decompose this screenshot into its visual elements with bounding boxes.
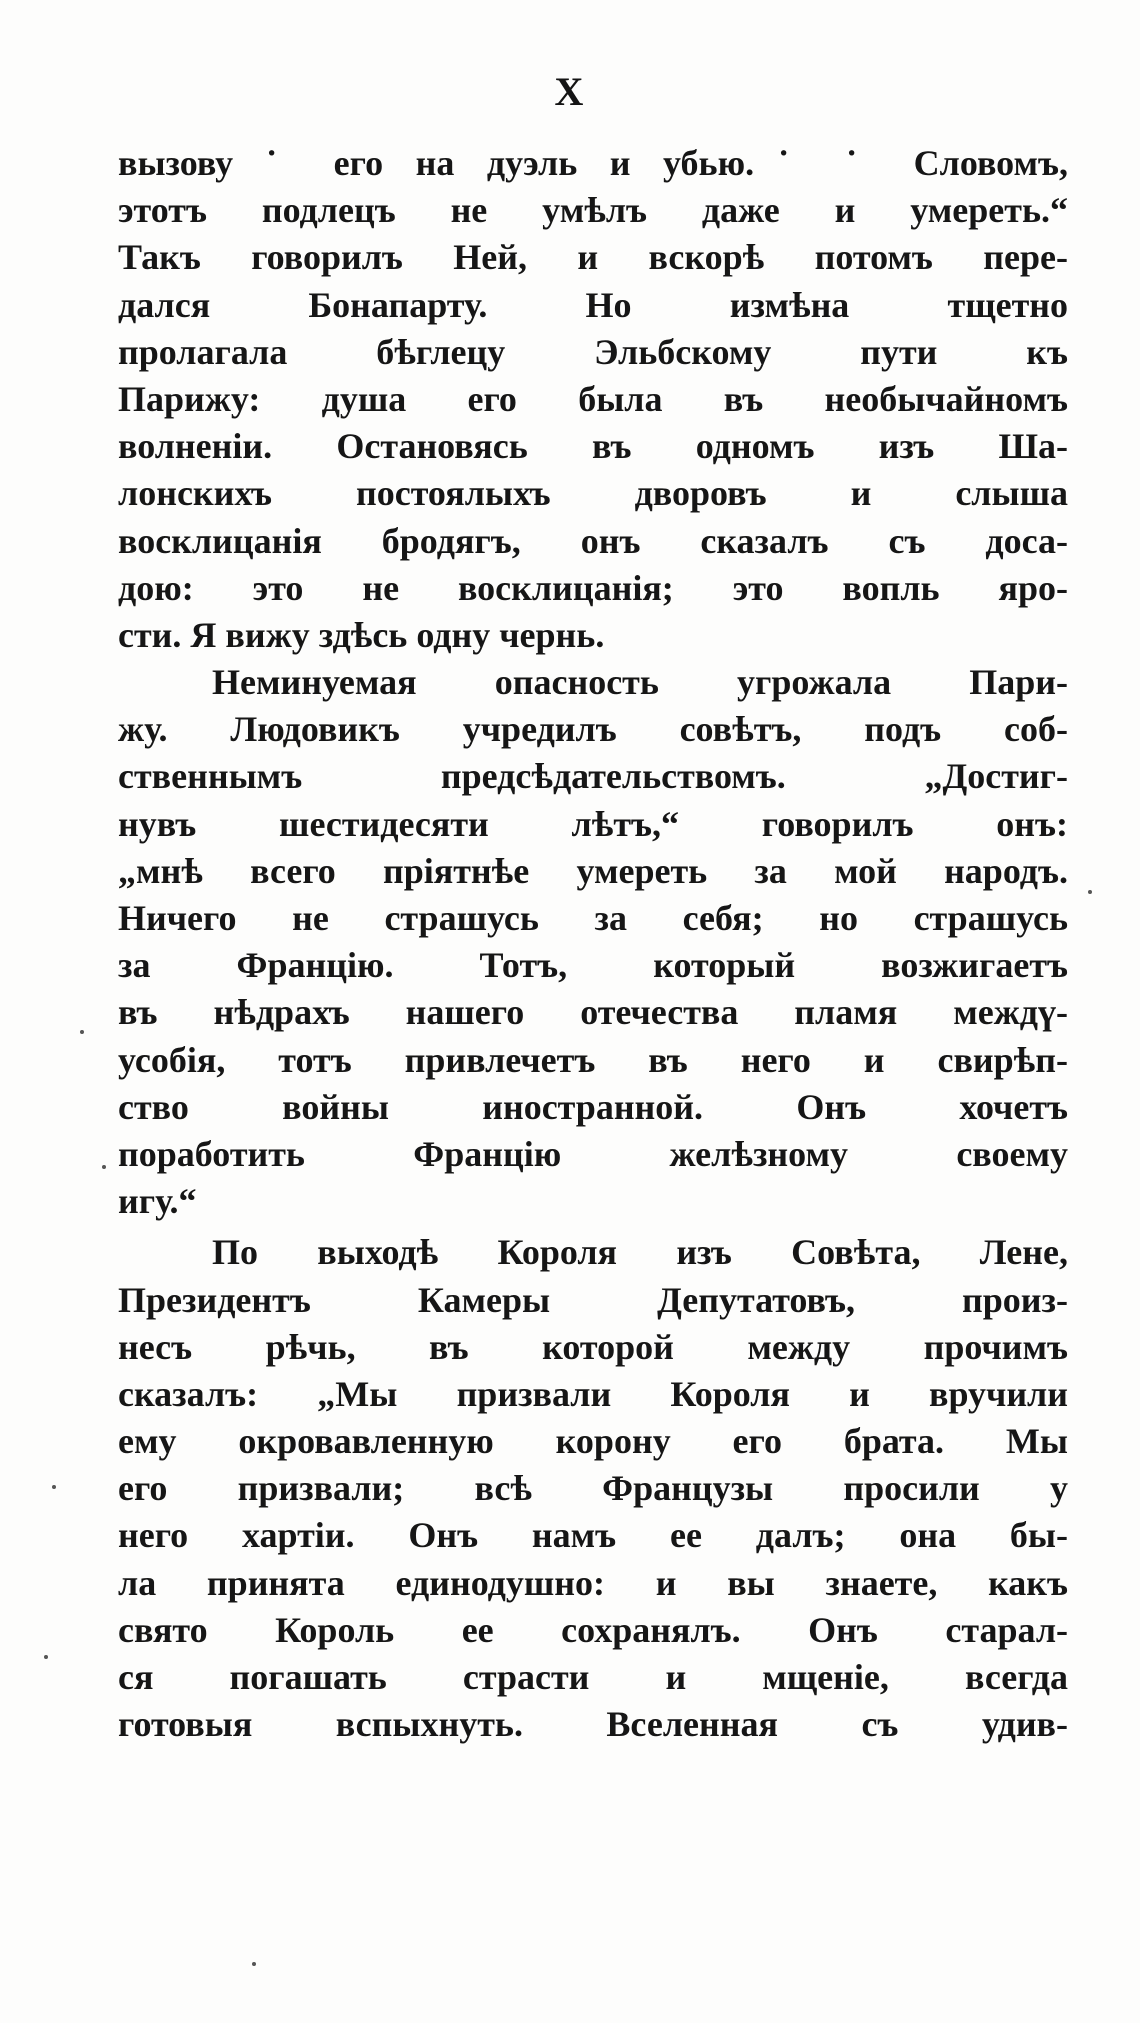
text-line: усобія, тотъ привлечетъ въ него и свирѣп-	[118, 1039, 1068, 1080]
scan-speck	[102, 1165, 106, 1169]
text-line: вызову ˙ его на дуэль и убью.˙ ˙ Словомъ,	[118, 143, 1068, 183]
paragraph	[118, 1229, 1068, 1748]
text-line: несъ рѣчь, въ которой между прочимъ	[118, 1326, 1068, 1367]
text-line: игу.“	[118, 1181, 197, 1222]
text-line: Ничего не страшусь за себя; но страшусь	[118, 898, 1068, 938]
scan-speck	[80, 1030, 84, 1034]
page-number: X	[554, 69, 586, 114]
scan-speck	[52, 1485, 56, 1489]
text-line: Такъ говорилъ Ней, и вскорѣ потомъ пере-	[118, 237, 1068, 278]
paragraph	[118, 140, 1068, 659]
text-line: ственнымъ предсѣдательствомъ. „Достиг-	[118, 756, 1068, 797]
paragraph	[118, 659, 1068, 1225]
text-line: ство войны иностранной. Онъ хочетъ	[118, 1086, 1068, 1127]
text-line: Неминуемая опасность угрожала Пари-	[212, 662, 1068, 703]
text-line: волненіи. Остановясь въ одномъ изъ Ша-	[118, 426, 1068, 467]
text-line: сти. Я вижу здѣсь одну чернь.	[118, 614, 605, 655]
text-line: за Францію. Тотъ, который возжигаетъ	[118, 945, 1068, 986]
text-line: ему окровавленную корону его брата. Мы	[118, 1421, 1068, 1462]
text-line: дался Бонапарту. Но измѣна тщетно	[118, 284, 1068, 325]
text-line: пролагала бѣглецу Эльбскому пути къ	[118, 331, 1068, 372]
scan-speck	[44, 1655, 48, 1659]
text-line: нувъ шестидесяти лѣтъ,“ говорилъ онъ:	[118, 803, 1068, 844]
text-line: лонскихъ постоялыхъ дворовъ и слыша	[118, 473, 1068, 514]
text-line: его призвали; всѣ Французы просили у	[118, 1468, 1068, 1509]
text-line: „мнѣ всего пріятнѣе умереть за мой народъ.	[118, 850, 1068, 891]
body-text	[118, 140, 1068, 1748]
text-line: Парижу: душа его была въ необычайномъ	[118, 378, 1068, 419]
scan-speck	[252, 1962, 256, 1966]
text-line: восклицанія бродягъ, онъ сказалъ съ доса-	[118, 520, 1068, 561]
text-line: этотъ подлецъ не умѣлъ даже и умереть.“	[118, 190, 1068, 231]
text-line: готовыя вспыхнуть. Вселенная съ удив-	[118, 1704, 1068, 1745]
text-line: поработить Францію желѣзному своему	[118, 1133, 1068, 1174]
text-line: дою: это не восклицанія; это вопль яро-	[118, 567, 1068, 608]
text-line: ла принята единодушно: и вы знаете, какъ	[118, 1562, 1068, 1603]
scan-speck	[1088, 890, 1092, 894]
text-line: По выходѣ Короля изъ Совѣта, Лене,	[212, 1232, 1068, 1273]
text-line: Президентъ Камеры Депутатовъ, произ-	[118, 1279, 1068, 1320]
text-line: ся погашать страсти и мщеніе, всегда	[118, 1657, 1068, 1697]
text-line: въ нѣдрахъ нашего отечества пламя междү-	[118, 992, 1068, 1033]
text-line: сказалъ: „Мы призвали Короля и вручили	[118, 1373, 1068, 1414]
text-line: свято Король ее сохранялъ. Онъ старал-	[118, 1609, 1068, 1650]
text-line: него хартіи. Онъ намъ ее далъ; она бы-	[118, 1515, 1068, 1556]
text-line: жу. Людовикъ учредилъ совѣтъ, подъ соб-	[118, 709, 1068, 750]
